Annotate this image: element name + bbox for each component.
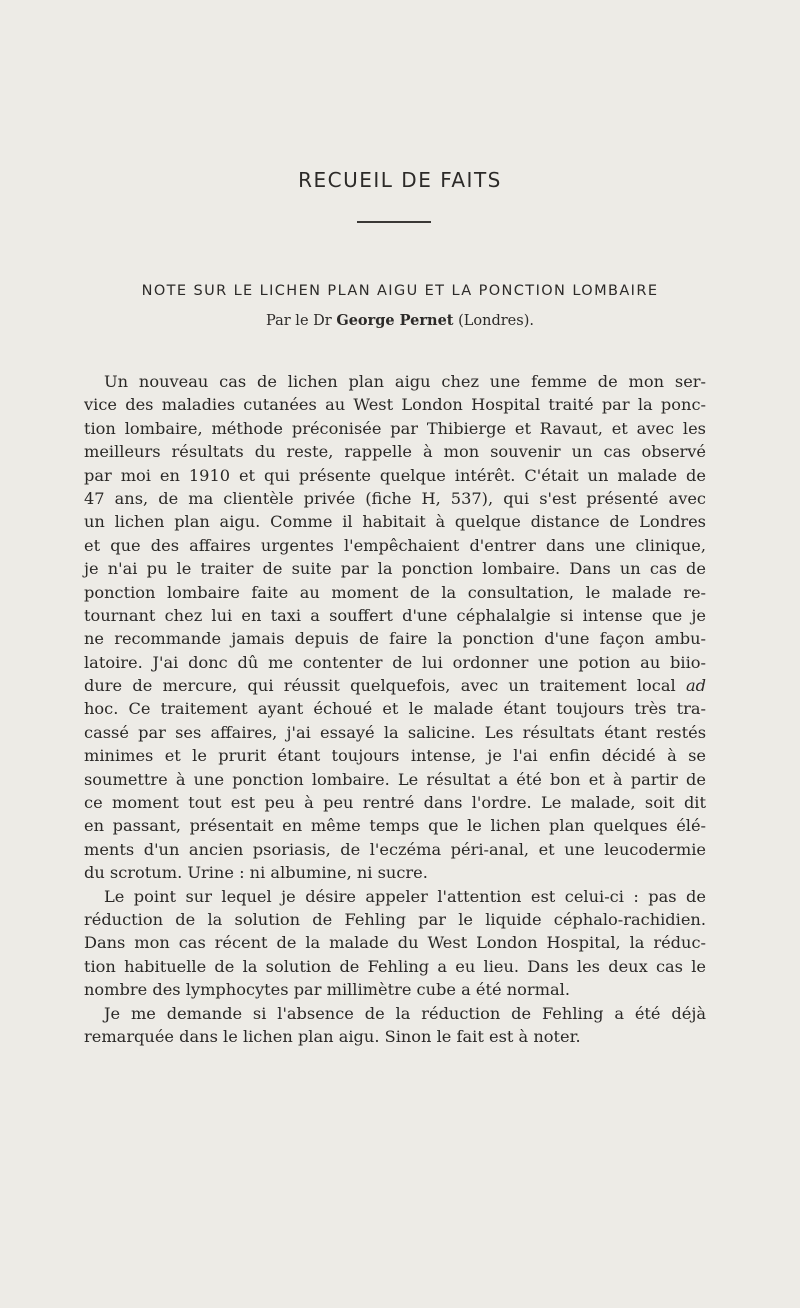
body-line: Le point sur lequel je désire appeler l'attention est celui-ci : pas de	[104, 886, 706, 906]
author-location: (Londres).	[458, 313, 534, 329]
body-line: minimes et le prurit étant toujours intense, je l'ai enfin décidé à se	[84, 746, 706, 766]
body-line: Un nouveau cas de lichen plan aigu chez une femme de mon ser-	[104, 372, 706, 391]
body-line: latoire. J'ai donc dû me contenter de lui ordonner une potion au biio-	[84, 652, 706, 672]
byline	[0, 312, 800, 329]
article-body	[84, 370, 706, 1048]
body-line: cassé par ses affaires, j'ai essayé la salicine. Les résultats étant restés	[84, 722, 706, 742]
body-line-with-italic	[84, 674, 706, 697]
body-line: ne recommande jamais depuis de faire la ponction d'une façon ambu-	[84, 629, 706, 649]
body-line: par moi en 1910 et qui présente quelque intérêt. C'était un malade de	[84, 465, 706, 485]
article-title: NOTE SUR LE LICHEN PLAN AIGU ET LA PONCTION LOMBAIRE	[141, 283, 659, 299]
body-line: hoc. Ce traitement ayant échoué et le malade étant toujours très tra-	[84, 699, 706, 719]
section-title: RECUEIL DE FAITS	[298, 168, 502, 192]
body-line: ce moment tout est peu à peu rentré dans l'ordre. Le malade, soit dit	[84, 793, 706, 813]
body-line: tion lombaire, méthode préconisée par Thibierge et Ravaut, et avec les	[84, 418, 706, 438]
body-line: et que des affaires urgentes l'empêchaient d'entrer dans une clinique,	[84, 535, 706, 555]
body-line-text: dure de mercure, qui réussit quelquefois, avec un traitement local	[84, 676, 676, 696]
author-name: George Pernet	[336, 312, 454, 329]
body-line: Je me demande si l'absence de la réduction de Fehling a été déjà	[104, 1003, 706, 1023]
title-rule	[357, 221, 431, 223]
body-line: ments d'un ancien psoriasis, de l'eczéma péri-anal, et une leucodermie	[84, 839, 706, 859]
body-line: remarquée dans le lichen plan aigu. Sinon le fait est à noter.	[84, 1026, 581, 1046]
body-line: un lichen plan aigu. Comme il habitait à quelque distance de Londres	[84, 512, 706, 532]
body-line: nombre des lymphocytes par millimètre cube a été normal.	[84, 980, 570, 1000]
body-line: 47 ans, de ma clientèle privée (fiche H, 537), qui s'est présenté avec	[84, 488, 706, 508]
italic-term: ad	[685, 676, 706, 696]
body-line: je n'ai pu le traiter de suite par la ponction lombaire. Dans un cas de	[84, 559, 706, 579]
body-line: ponction lombaire faite au moment de la consultation, le malade re-	[84, 582, 706, 602]
body-line: soumettre à une ponction lombaire. Le résultat a été bon et à partir de	[84, 769, 706, 789]
body-line: du scrotum. Urine : ni albumine, ni sucre.	[84, 863, 428, 883]
body-line: réduction de la solution de Fehling par le liquide céphalo-rachidien.	[84, 909, 706, 929]
body-line: en passant, présentait en même temps que le lichen plan quelques élé-	[84, 816, 706, 836]
byline-prefix: Par le Dr	[266, 313, 332, 329]
body-line: tion habituelle de la solution de Fehling a eu lieu. Dans les deux cas le	[84, 956, 706, 976]
body-line: Dans mon cas récent de la malade du West London Hospital, la réduc-	[84, 933, 706, 953]
body-line: tournant chez lui en taxi a souffert d'une céphalalgie si intense que je	[84, 605, 706, 625]
body-line: vice des maladies cutanées au West London Hospital traité par la ponc-	[84, 395, 706, 415]
body-line: meilleurs résultats du reste, rappelle à mon souvenir un cas observé	[84, 442, 706, 462]
